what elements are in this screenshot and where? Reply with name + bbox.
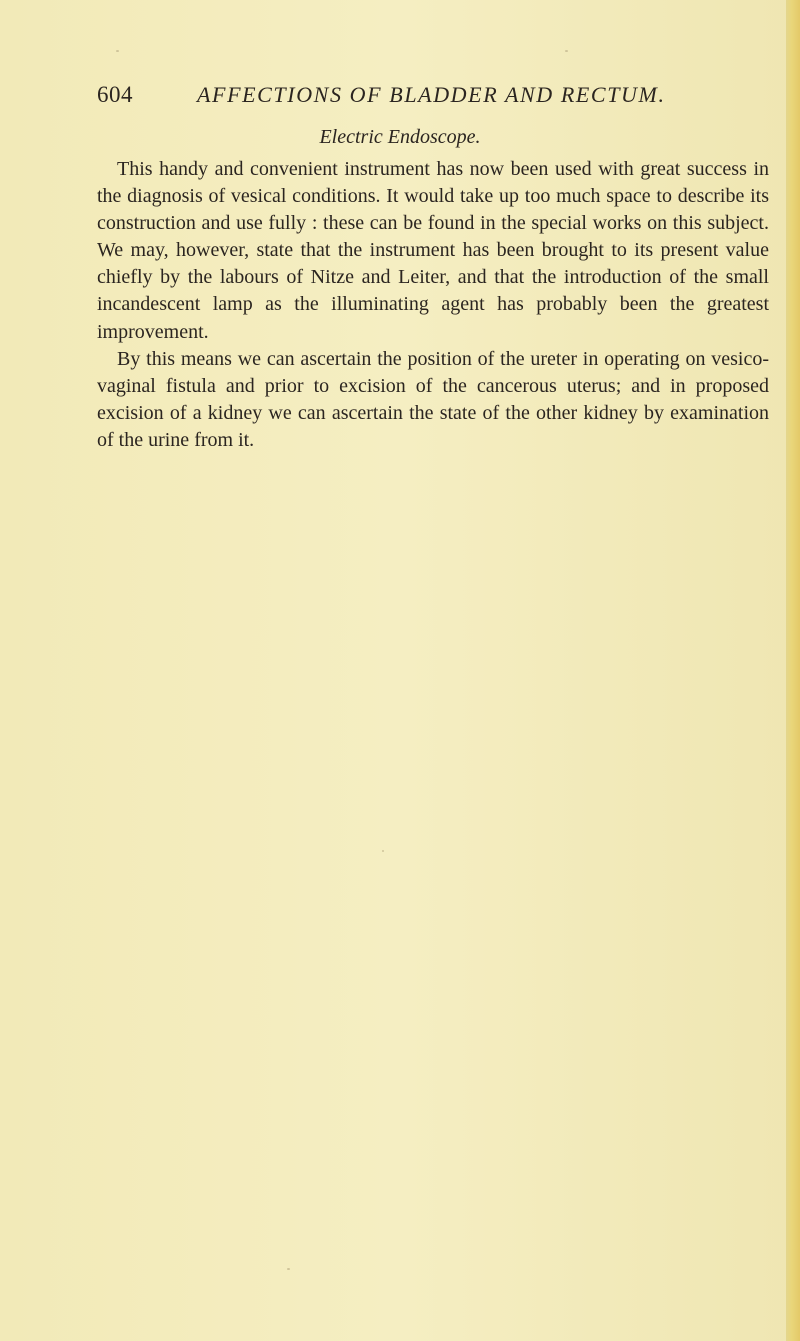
- paragraph: This handy and convenient instrument has now been used with great success in the diagnosis of vesical conditions. It would take up too much space to describe its construction and use fully : these can be found in the special works on this subject. We may, however, state that the instrument has been brought to its present value chiefly by the labours of Nitze and Leiter, and that the introduction of the small incandescent lamp as the illuminating agent has probably been the greatest improvement.: [97, 158, 769, 343]
- paper-speck: [382, 850, 384, 852]
- page-edge: [786, 0, 800, 1341]
- body-text: [97, 156, 769, 454]
- section-heading: Electric Endoscope.: [319, 126, 481, 148]
- paper-speck: [116, 50, 119, 52]
- paper-speck: [565, 50, 568, 52]
- paragraph: By this means we can ascertain the position of the ureter in operating on vesico-vaginal fistula and prior to excision of the cancerous uterus; and in proposed excision of a kidney we can ascertain the state of the other kidney by examination of the urine from it.: [97, 347, 769, 451]
- running-head: [97, 82, 687, 112]
- page-number: 604: [97, 82, 133, 107]
- paper-speck: [287, 1268, 290, 1270]
- running-head-title: AFFECTIONS OF BLADDER AND RECTUM.: [197, 82, 666, 107]
